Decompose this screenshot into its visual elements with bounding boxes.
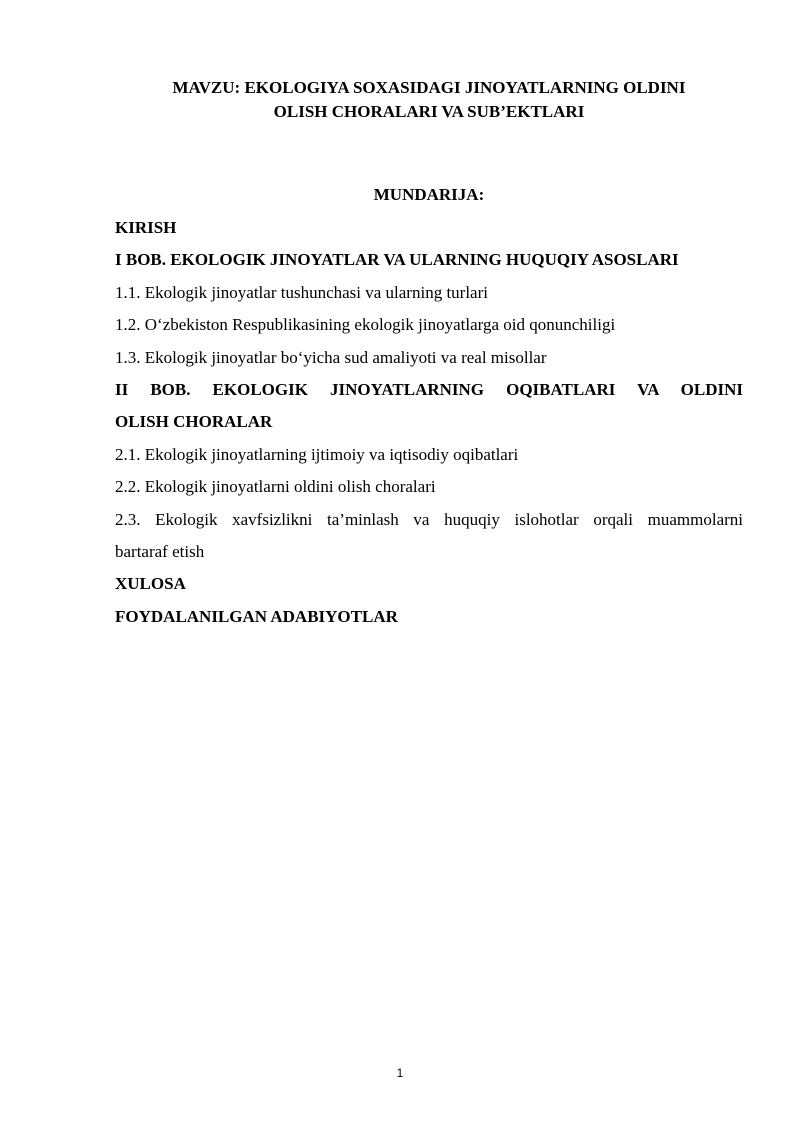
toc-item-1-1: 1.1. Ekologik jinoyatlar tushunchasi va ularning turlari (115, 282, 488, 302)
document-title-line-2: OLISH CHORALARI VA SUB’EKTLARI (273, 102, 585, 121)
toc-item-xulosa: XULOSA (115, 574, 186, 594)
toc-item-chapter-1: I BOB. EKOLOGIK JINOYATLAR VA ULARNING HUQUQIY ASOSLARI (115, 250, 679, 270)
toc-item-kirish: KIRISH (115, 218, 177, 237)
toc-item-chapter-2-line-2: OLISH CHORALAR (115, 412, 273, 432)
toc-item-2-3-line-1: 2.3. Ekologik xavfsizlikni ta’minlash va huquqiy islohotlar orqali muammolarni (115, 509, 743, 529)
page-number: 1 (396, 1066, 404, 1080)
toc-item-chapter-2 (115, 374, 743, 439)
document-title (115, 76, 743, 124)
document-title-line-1: MAVZU: EKOLOGIYA SOXASIDAGI JINOYATLARNING OLDINI (172, 78, 686, 97)
toc-item-1-2: 1.2. O‘zbekiston Respublikasining ekologik jinoyatlarga oid qonunchiligi (115, 315, 616, 335)
toc-item-references: FOYDALANILGAN ADABIYOTLAR (115, 606, 398, 626)
toc-item-chapter-2-line-1: II BOB. EKOLOGIK JINOYATLARNING OQIBATLARI VA OLDINI (115, 380, 743, 400)
table-of-contents-heading: MUNDARIJA: (373, 185, 485, 204)
toc-item-2-3 (115, 504, 743, 569)
toc-item-2-2: 2.2. Ekologik jinoyatlarni oldini olish choralari (115, 477, 436, 497)
toc-item-2-3-line-2: bartaraf etish (115, 542, 205, 562)
toc-item-1-3: 1.3. Ekologik jinoyatlar bo‘yicha sud amaliyoti va real misollar (115, 347, 547, 367)
table-of-contents (115, 212, 743, 633)
toc-item-2-1: 2.1. Ekologik jinoyatlarning ijtimoiy va iqtisodiy oqibatlari (115, 444, 519, 464)
